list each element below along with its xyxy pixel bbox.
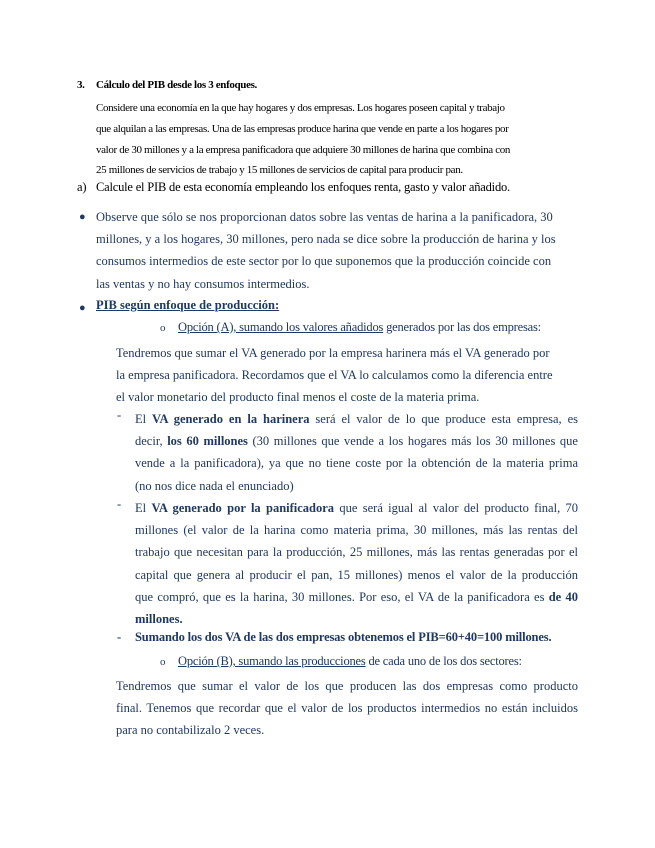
- text-line: la empresa panificadora. Recordamos que el VA lo calculamos como la diferencia entre: [116, 368, 553, 383]
- bullet-observation: [96, 206, 578, 295]
- text-line: consumos intermedios de este sector por lo que suponemos que la producción coincide con: [96, 254, 552, 269]
- text-line: Tendremos que sumar el VA generado por la empresa harinera más el VA generado por: [116, 346, 550, 360]
- pib-sum-result: Sumando los dos VA de las dos empresas obtenemos el PIB=60+40=100 millones.: [135, 630, 552, 644]
- text-line: El VA generado por la panificadora que será igual al valor del producto final, 70: [135, 501, 579, 515]
- bold-term: los 60 millones: [167, 434, 248, 449]
- circle-bullet-icon: o: [160, 322, 166, 334]
- option-a-line: [178, 320, 541, 335]
- intro-line: que alquilan a las empresas. Una de las empresas produce harina que vende en parte a los hogares por: [96, 122, 509, 135]
- dash-marker: -: [117, 408, 122, 422]
- bullet-icon: ●: [79, 211, 86, 223]
- option-b-link: Opción (B), sumando las producciones: [178, 654, 366, 668]
- circle-bullet-icon: o: [160, 656, 166, 668]
- bold-term: VA generado en la harinera: [152, 412, 310, 426]
- question-marker: a): [77, 180, 87, 194]
- section-title: Cálculo del PIB desde los 3 enfoques.: [96, 79, 257, 91]
- text-line: final. Tenemos que recordar que el valor de los productos intermedios no están incluidos: [116, 701, 578, 716]
- bold-term: de 40: [548, 589, 578, 604]
- option-a-rest: generados por las dos empresas:: [383, 320, 541, 334]
- dash-item-panificadora: [135, 497, 578, 630]
- option-a-link: Opción (A), sumando los valores añadidos: [178, 320, 384, 334]
- intro-line: valor de 30 millones y a la empresa panificadora que adquiere 30 millones de harina que combina con: [96, 143, 511, 156]
- text-line: las ventas y no hay consumos intermedios.: [96, 276, 310, 291]
- text-line: Observe que sólo se nos proporcionan datos sobre las ventas de harina a la panificadora, 30: [96, 210, 553, 224]
- text-line: El VA generado en la harinera será el valor de lo que produce esta empresa, es: [135, 412, 578, 426]
- text-line: capital que genera al producir el pan, 15 millones) menos el valor de la producción: [135, 567, 578, 582]
- production-approach-heading: PIB según enfoque de producción:: [96, 298, 280, 312]
- text-line: trabajo que necesitan para la producción, 25 millones, más las rentas generadas por el: [135, 545, 578, 560]
- text-line: vende a la panificadora), ya que no tiene coste por la obtención de la materia prima: [135, 456, 578, 471]
- text-line: para no contabilizalo 2 veces.: [116, 723, 265, 738]
- text-line: millones (el valor de la harina como materia prima, 30 millones, más las rentas del: [135, 523, 578, 538]
- option-b-rest: de cada uno de los dos sectores:: [365, 654, 522, 668]
- dash-item-harinera: [135, 408, 578, 497]
- section-number: 3.: [77, 79, 85, 91]
- text-line: el valor monetario del producto final menos el coste de la materia prima.: [116, 390, 480, 405]
- option-b-paragraph: [116, 675, 578, 742]
- question-text: Calcule el PIB de esta economía empleando los enfoques renta, gasto y valor añadido.: [96, 180, 510, 194]
- intro-line: Considere una economía en la que hay hogares y dos empresas. Los hogares poseen capital y trabajo: [96, 102, 505, 114]
- option-b-line: [178, 654, 522, 669]
- text-line: que compró, que es la harina, 30 millones. Por eso, el VA de la panificadora es de 40: [135, 589, 578, 604]
- text-line: decir, los 60 millones (30 millones que vende a los hogares más los 30 millones que: [135, 434, 578, 449]
- text-line: millones, y a los hogares, 30 millones, pero nada se dice sobre la producción de harina y los: [96, 232, 556, 247]
- intro-line: 25 millones de servicios de trabajo y 15 millones de servicios de capital para producir pan.: [96, 164, 463, 177]
- section-intro: [96, 98, 581, 181]
- bullet-icon: ●: [79, 302, 86, 314]
- bold-term: millones.: [135, 612, 183, 627]
- bold-term: VA generado por la panificadora: [151, 501, 335, 515]
- text-line: (no nos dice nada el enunciado): [135, 478, 294, 493]
- dash-marker: -: [117, 630, 122, 644]
- option-a-paragraph: [116, 342, 578, 409]
- text-line: Tendremos que sumar el valor de los que producen las dos empresas como producto: [116, 679, 578, 693]
- dash-marker: -: [117, 497, 122, 511]
